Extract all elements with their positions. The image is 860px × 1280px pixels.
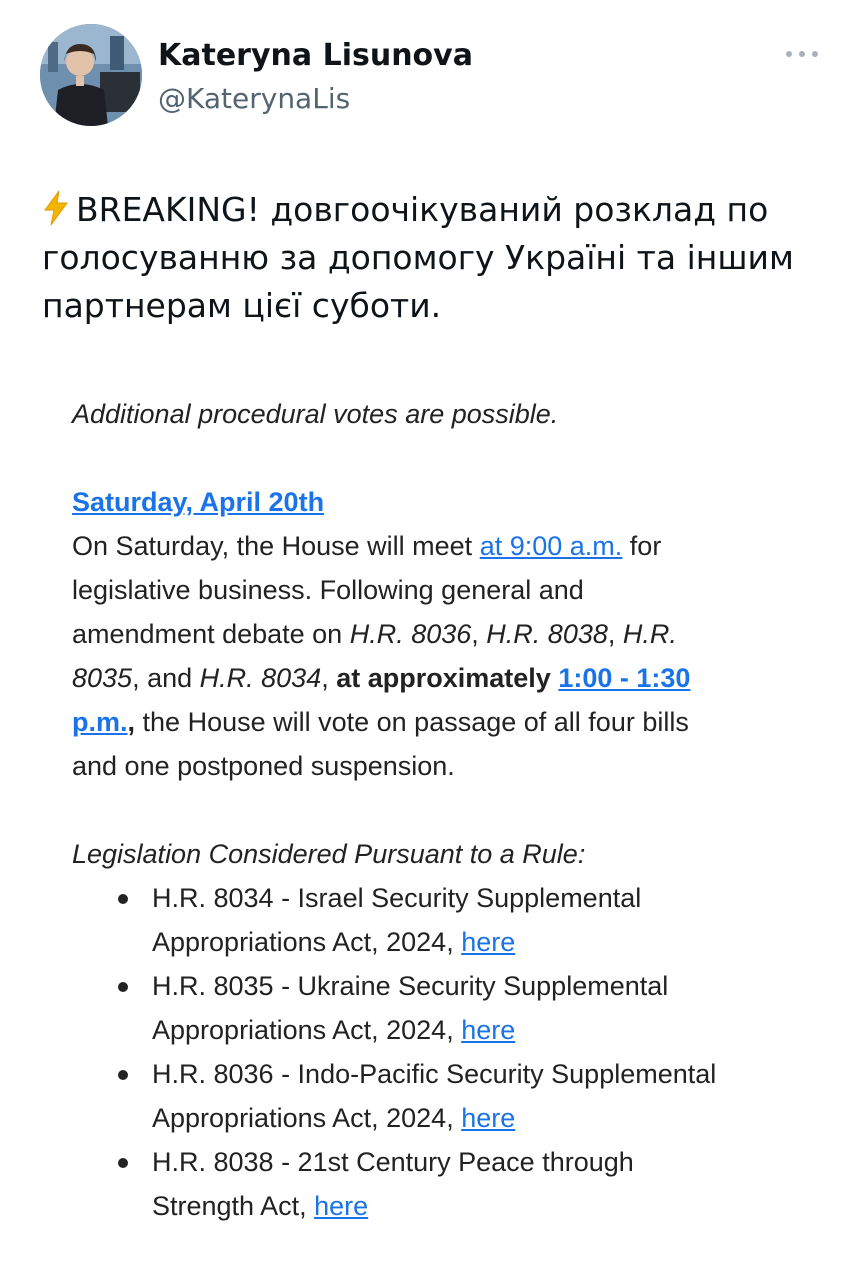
author-handle[interactable]: @KaterynaLis bbox=[158, 82, 351, 115]
bullet-icon bbox=[118, 894, 128, 904]
schedule-line-4: 8035, and H.R. 8034, at approximately 1:00 - 1:30 bbox=[72, 663, 691, 693]
schedule-line-2: legislative business. Following general and bbox=[72, 575, 584, 605]
time-link-meet[interactable]: at 9:00 a.m. bbox=[479, 531, 623, 561]
schedule-line-3: amendment debate on H.R. 8036, H.R. 8038, H.R. bbox=[72, 619, 677, 649]
schedule-line-5: p.m., the House will vote on passage of all four bills bbox=[72, 707, 689, 737]
tweet-line-1: BREAKING! довгоочікуваний розклад по bbox=[42, 186, 832, 234]
avatar[interactable] bbox=[40, 24, 142, 126]
list-item: H.R. 8034 - Israel Security Supplemental Appropriations Act, 2024, here bbox=[72, 876, 832, 964]
tweet-text bbox=[42, 186, 832, 330]
list-item: H.R. 8035 - Ukraine Security Supplemental Appropriations Act, 2024, here bbox=[72, 964, 832, 1052]
schedule-line-6: and one postponed suspension. bbox=[72, 751, 455, 781]
tweet-line-2: голосуванню за допомогу Україні та іншим bbox=[42, 238, 794, 277]
tweet-header bbox=[40, 24, 830, 128]
bill-link-8034[interactable]: here bbox=[461, 927, 516, 957]
list-item: H.R. 8038 - 21st Century Peace through Strength Act, here bbox=[72, 1140, 832, 1228]
intro-note: Additional procedural votes are possible. bbox=[72, 399, 559, 429]
embedded-screenshot[interactable] bbox=[72, 392, 832, 1228]
bullet-icon bbox=[118, 1070, 128, 1080]
author-name[interactable]: Kateryna Lisunova bbox=[158, 38, 473, 73]
bill-link-8038[interactable]: here bbox=[314, 1191, 369, 1221]
avatar-photo bbox=[40, 24, 142, 126]
list-item: H.R. 8036 - Indo-Pacific Security Supplemental Appropriations Act, 2024, here bbox=[72, 1052, 832, 1140]
bullet-icon bbox=[118, 982, 128, 992]
bill-list bbox=[72, 876, 832, 1228]
schedule-line-1: On Saturday, the House will meet at 9:00 a.m. for bbox=[72, 531, 662, 561]
bill-link-8036[interactable]: here bbox=[461, 1103, 516, 1133]
tweet-line-3: партнерам цієї суботи. bbox=[42, 286, 442, 325]
section-heading: Legislation Considered Pursuant to a Rule: bbox=[72, 839, 586, 869]
time-link-vote-pm[interactable]: p.m. bbox=[72, 707, 128, 737]
date-heading: Saturday, April 20th bbox=[72, 487, 325, 517]
bill-link-8035[interactable]: here bbox=[461, 1015, 516, 1045]
lightning-bolt-icon bbox=[42, 190, 70, 226]
more-options-icon[interactable] bbox=[786, 44, 818, 64]
time-link-vote[interactable]: 1:00 - 1:30 bbox=[558, 663, 691, 693]
bullet-icon bbox=[118, 1158, 128, 1168]
